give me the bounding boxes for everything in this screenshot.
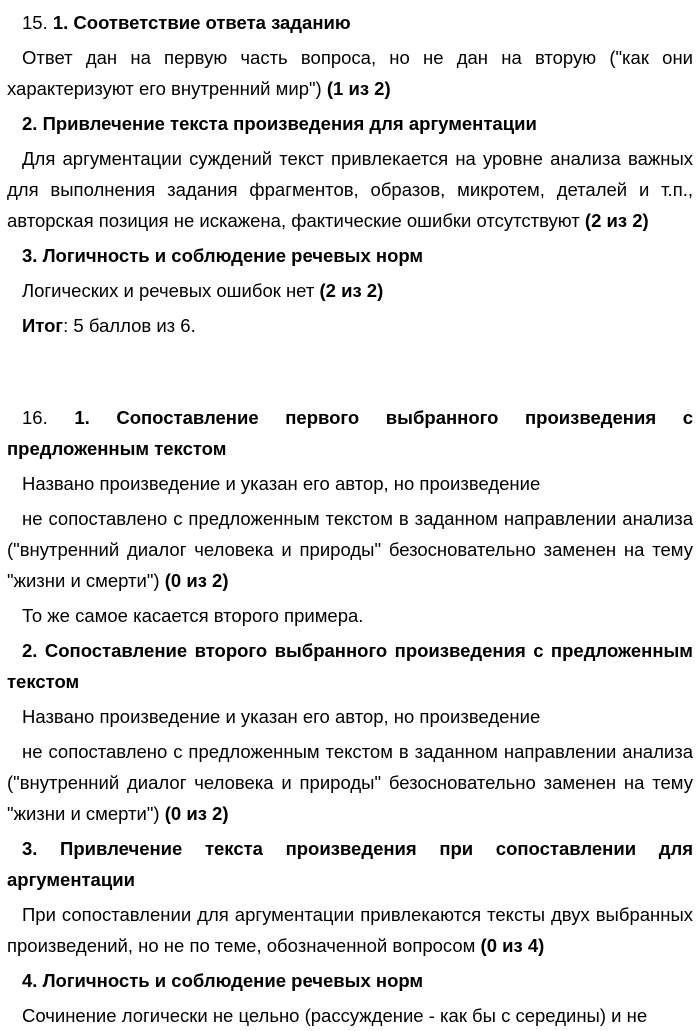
q15-total-label: Итог bbox=[22, 315, 64, 336]
q15-c3-text: Логических и речевых ошибок нет bbox=[22, 280, 315, 301]
q15-number: 15. bbox=[22, 12, 48, 33]
q16-c1-line2: не сопоставлено с предложенным текстом в заданном направлении анализа ("внутренний диалог человека и природы" безосновательно заменен на тему "жизни и смерти") bbox=[7, 508, 693, 591]
q15-c3-score: (2 из 2) bbox=[319, 280, 384, 301]
q15-total-text: : 5 баллов из 6. bbox=[63, 315, 196, 336]
q16-criterion-4-heading bbox=[7, 961, 693, 996]
q15-c1-text: Ответ дан на первую часть вопроса, но не дан на вторую ("как они характеризуют его внутренний мир") bbox=[7, 47, 693, 99]
q16-criterion-3-text bbox=[7, 895, 693, 961]
q16-criterion-2-heading bbox=[7, 631, 693, 697]
q15-criterion-3-heading bbox=[7, 236, 693, 271]
q16-c3-heading-text: 3. Привлечение текста произведения при сопоставлении для аргументации bbox=[7, 838, 693, 890]
q15-criterion-1-heading bbox=[7, 0, 693, 38]
q16-c4-heading-text: 4. Логичность и соблюдение речевых норм bbox=[22, 970, 424, 991]
q15-criterion-1-text bbox=[7, 38, 693, 104]
q15-total bbox=[7, 306, 693, 341]
q16-c2-heading-text: 2. Сопоставление второго выбранного произведения с предложенным текстом bbox=[7, 640, 693, 692]
q15-c2-score: (2 из 2) bbox=[584, 210, 649, 231]
q16-c3-score: (0 из 4) bbox=[480, 935, 545, 956]
q15-c2-text: Для аргументации суждений текст привлекается на уровне анализа важных для выполнения задания фрагментов, образов, микротем, деталей и т.п., авторская позиция не искажена, фактические ошибки отсутствуют bbox=[7, 148, 693, 231]
q16-criterion-3-heading bbox=[7, 829, 693, 895]
q15-criterion-3-text bbox=[7, 271, 693, 306]
q16-c2-line1: Названо произведение и указан его автор, но произведение bbox=[22, 706, 541, 727]
q15-c3-heading-text: 3. Логичность и соблюдение речевых норм bbox=[22, 245, 424, 266]
q16-criterion-1-text bbox=[7, 499, 693, 596]
q15-c1-heading-text: 1. Соответствие ответа заданию bbox=[52, 12, 351, 33]
q16-c1-line1: Названо произведение и указан его автор, но произведение bbox=[22, 473, 541, 494]
q16-c2-line2: не сопоставлено с предложенным текстом в заданном направлении анализа ("внутренний диалог человека и природы" безосновательно заменен на тему "жизни и смерти") bbox=[7, 741, 693, 824]
q16-criterion-2-text bbox=[7, 732, 693, 829]
section-gap bbox=[7, 341, 693, 398]
q16-c2-score: (0 из 2) bbox=[164, 803, 229, 824]
q16-c1-note: То же самое касается второго примера. bbox=[22, 605, 364, 626]
q16-c1-score: (0 из 2) bbox=[164, 570, 229, 591]
q15-c1-score: (1 из 2) bbox=[326, 78, 391, 99]
q15-criterion-2-text bbox=[7, 139, 693, 236]
q16-number: 16. bbox=[22, 407, 48, 428]
q16-c1-heading-text: 1. Сопоставление первого выбранного произведения с предложенным текстом bbox=[7, 407, 694, 459]
q16-c3-text: При сопоставлении для аргументации привлекаются тексты двух выбранных произведений, но не по теме, обозначенной вопросом bbox=[7, 904, 693, 956]
q16-c4-text: Сочинение логически не цельно (рассуждение - как бы с середины) и не bbox=[22, 1005, 648, 1026]
q15-c2-heading-text: 2. Привлечение текста произведения для аргументации bbox=[22, 113, 537, 134]
q16-criterion-1-heading bbox=[7, 398, 693, 464]
q15-criterion-2-heading bbox=[7, 104, 693, 139]
